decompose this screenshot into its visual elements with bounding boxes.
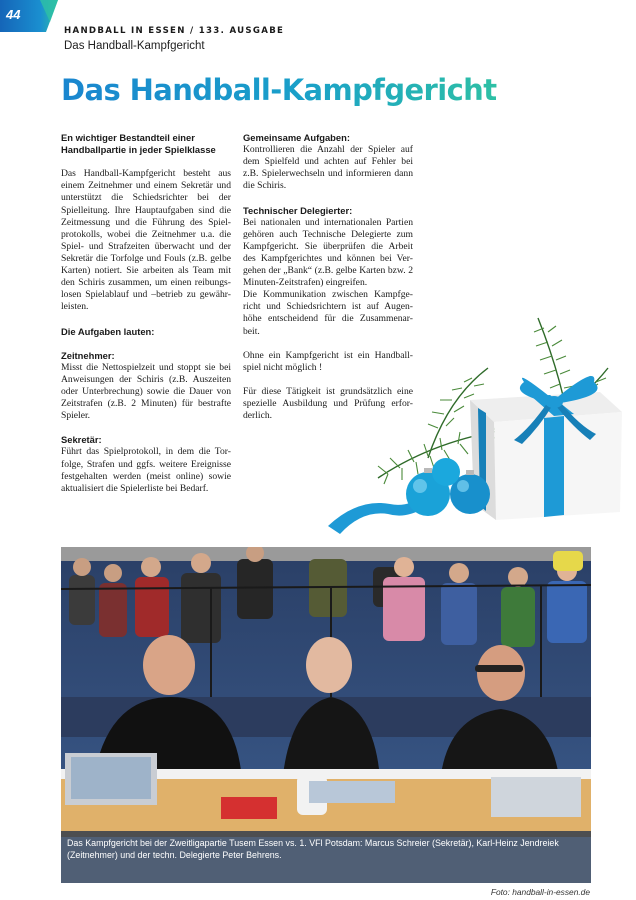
page-badge xyxy=(0,0,58,32)
secretary-heading: Sekretär: xyxy=(61,434,102,446)
photo-credit: Foto: handball-in-essen.de xyxy=(490,887,590,897)
gift-illustration xyxy=(318,308,630,536)
common-heading: Gemeinsame Aufgaben: xyxy=(243,132,350,143)
scorers-table-photo xyxy=(61,547,591,883)
delegate-text: Bei nationalen und internationalen Partien gehören auch Technische Delegierte zum Kampfgericht. Sie überprüfen die Arbeit des Kampfgerichtes und können bei Ver-gehen der „Bank“ (z.B. gelbe Karten bzw. 2 Minuten-Zeitstrafen) eingreifen. xyxy=(243,216,413,289)
article-title: Das Handball-Kampfgericht xyxy=(61,73,497,107)
photo-caption: Das Kampfgericht bei der Zweitligapartie Tusem Essen vs. 1. VFl Potsdam: Marcus Schreier (Sekretär), Karl-Heinz Jendreiek (Zeitnehmer) und der techn. Delegierte Peter Behrens. xyxy=(61,831,591,883)
text-column-left xyxy=(61,132,231,507)
page-number: 44 xyxy=(6,7,21,22)
intro-paragraph: Das Handball-Kampfgericht besteht aus einem Zeitnehmer und einem Sekretär und unterstützt die Schiedsrichter bei der Spielleitung. Ihre Hauptaufgaben sind die Zeitmessung und die Führung des Spiel-protokolls, wobei die Zeitnehmer u.a. die Spiel- und Strafzeiten überwacht und der Sekretär die Torfolge und Fouls (z.B. gelbe Karten) notiert. Sie arbeiten als Team mit den Schiris zusammen, um einen reibungs-losen Spielablauf und –betrieb zu gewähr-leisten. xyxy=(61,168,231,313)
tasks-heading: Die Aufgaben lauten: xyxy=(61,325,155,337)
secretary-text: Führt das Spielprotokoll, in dem die Tor-folge, Strafen und ggfs. weitere Ereignisse festgehalten werden (meist online) sowie aktualisiert die Spielerliste bei Bedarf. xyxy=(61,446,231,494)
magazine-kicker: HANDBALL IN ESSEN / 133. AUSGABE xyxy=(64,26,285,36)
communication-text: Die Kommunikation zwischen Kampfge-richt und Schiedsrichtern ist auf Augen-höhe entscheidend für die Zusammenar-beit. xyxy=(243,289,413,337)
common-text: Kontrollieren die Anzahl der Spieler auf dem Spielfeld und achten auf Fehler bei z.B. Spielerwechseln und informieren dann die Schiris. xyxy=(243,144,413,192)
closing-text-1: Ohne ein Kampfgericht ist ein Handball-spiel nicht möglich ! xyxy=(243,349,413,373)
closing-text-2: Für diese Tätigkeit ist grundsätzlich eine spezielle Ausbildung und Prüfung erfor-derlich. xyxy=(243,385,413,422)
section-title: Das Handball-Kampfgericht xyxy=(64,40,205,52)
timekeeper-heading: Zeitnehmer: xyxy=(61,349,115,361)
timekeeper-text: Misst die Nettospielzeit und stoppt sie bei Anweisungen der Schiris (z.B. Auszeiten oder Unterbrechung) sowie die Dauer von Zeitstrafen (z.B. 2 Minuten) für bestrafte Spieler. xyxy=(61,361,231,422)
delegate-heading: Technischer Delegierter: xyxy=(243,204,353,216)
article-lead: En wichtiger Bestandteil einer Handballpartie in jeder Spielklasse xyxy=(61,132,216,156)
